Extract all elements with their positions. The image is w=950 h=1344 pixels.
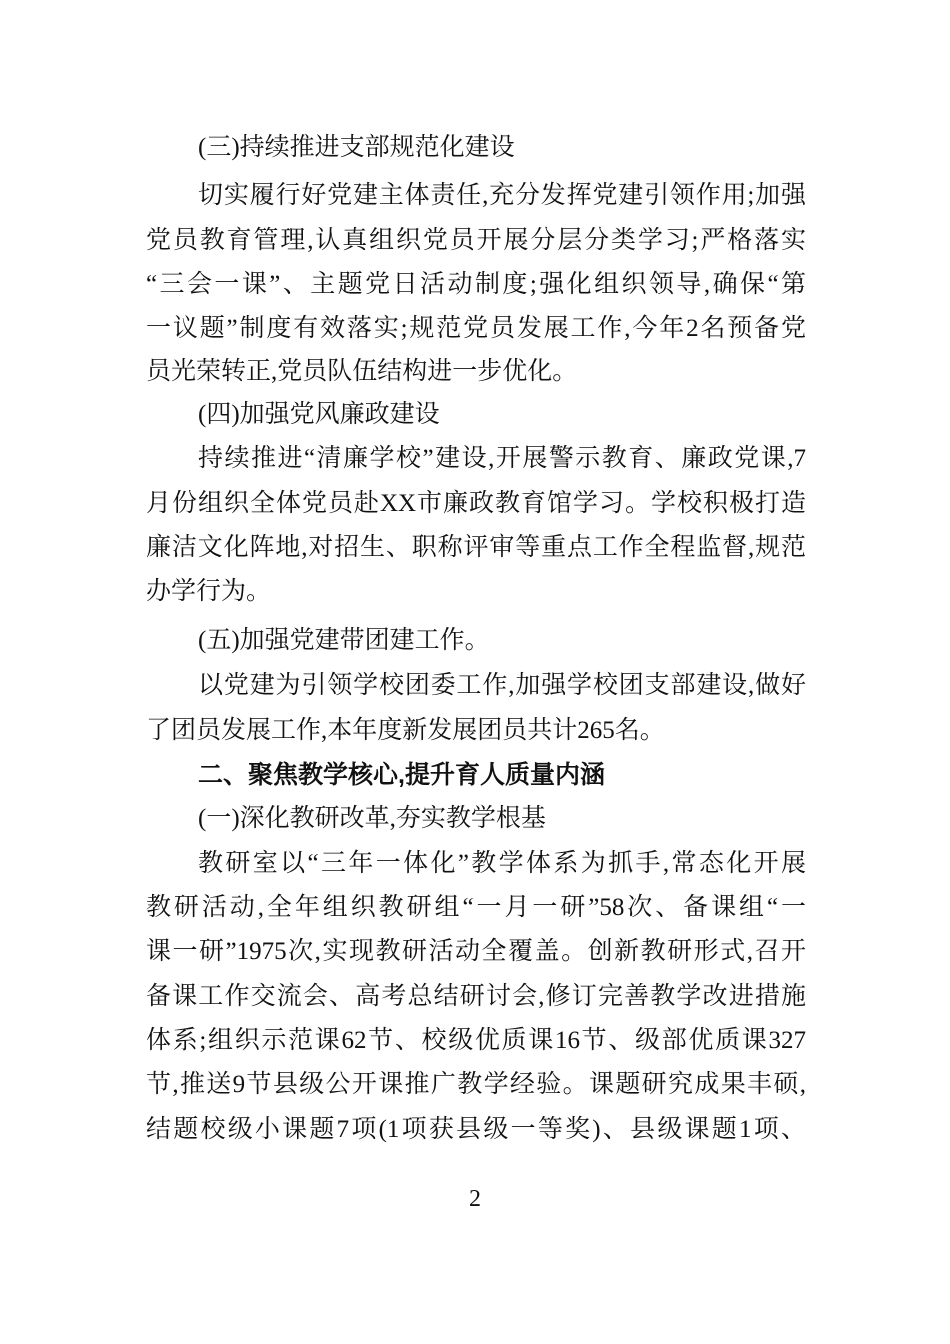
- paragraph-line: 党员教育管理,认真组织党员开展分层分类学习;严格落实: [146, 227, 806, 254]
- paragraph-line: 教研室以“三年一体化”教学体系为抓手,常态化开展: [198, 850, 806, 877]
- section-heading: 二、聚焦教学核心,提升育人质量内涵: [198, 761, 605, 789]
- paragraph-line: “三会一课”、主题党日活动制度;强化组织领导,确保“第: [146, 271, 806, 298]
- paragraph-line: 以党建为引领学校团委工作,加强学校团支部建设,做好: [198, 672, 806, 699]
- paragraph-line: 教研活动,全年组织教研组“一月一研”58次、备课组“一: [146, 894, 806, 921]
- paragraph-line: 体系;组织示范课62节、校级优质课16节、级部优质课327: [146, 1027, 806, 1054]
- paragraph-line: 了团员发展工作,本年度新发展团员共计265名。: [146, 717, 665, 744]
- paragraph-line: 月份组织全体党员赴XX市廉政教育馆学习。学校积极打造: [146, 490, 806, 517]
- subheading: (五)加强党建带团建工作。: [198, 627, 490, 654]
- paragraph-line: 一议题”制度有效落实;规范党员发展工作,今年2名预备党: [146, 315, 806, 342]
- paragraph-line: 节,推送9节县级公开课推广教学经验。课题研究成果丰硕,: [146, 1071, 806, 1098]
- paragraph-line: 办学行为。: [146, 578, 272, 605]
- paragraph-line: 结题校级小课题7项(1项获县级一等奖)、县级课题1项、: [146, 1116, 806, 1143]
- page-number: 2: [469, 1186, 481, 1212]
- paragraph-line: 备课工作交流会、高考总结研讨会,修订完善教学改进措施: [146, 983, 806, 1010]
- subheading: (四)加强党风廉政建设: [198, 401, 440, 428]
- paragraph-line: 切实履行好党建主体责任,充分发挥党建引领作用;加强: [198, 182, 806, 209]
- subheading: (一)深化教研改革,夯实教学根基: [198, 805, 546, 832]
- subheading: (三)持续推进支部规范化建设: [198, 134, 515, 161]
- paragraph-line: 持续推进“清廉学校”建设,开展警示教育、廉政党课,7: [198, 445, 806, 472]
- paragraph-line: 员光荣转正,党员队伍结构进一步优化。: [146, 358, 578, 385]
- paragraph-line: 廉洁文化阵地,对招生、职称评审等重点工作全程监督,规范: [146, 534, 806, 561]
- paragraph-line: 课一研”1975次,实现教研活动全覆盖。创新教研形式,召开: [146, 938, 806, 965]
